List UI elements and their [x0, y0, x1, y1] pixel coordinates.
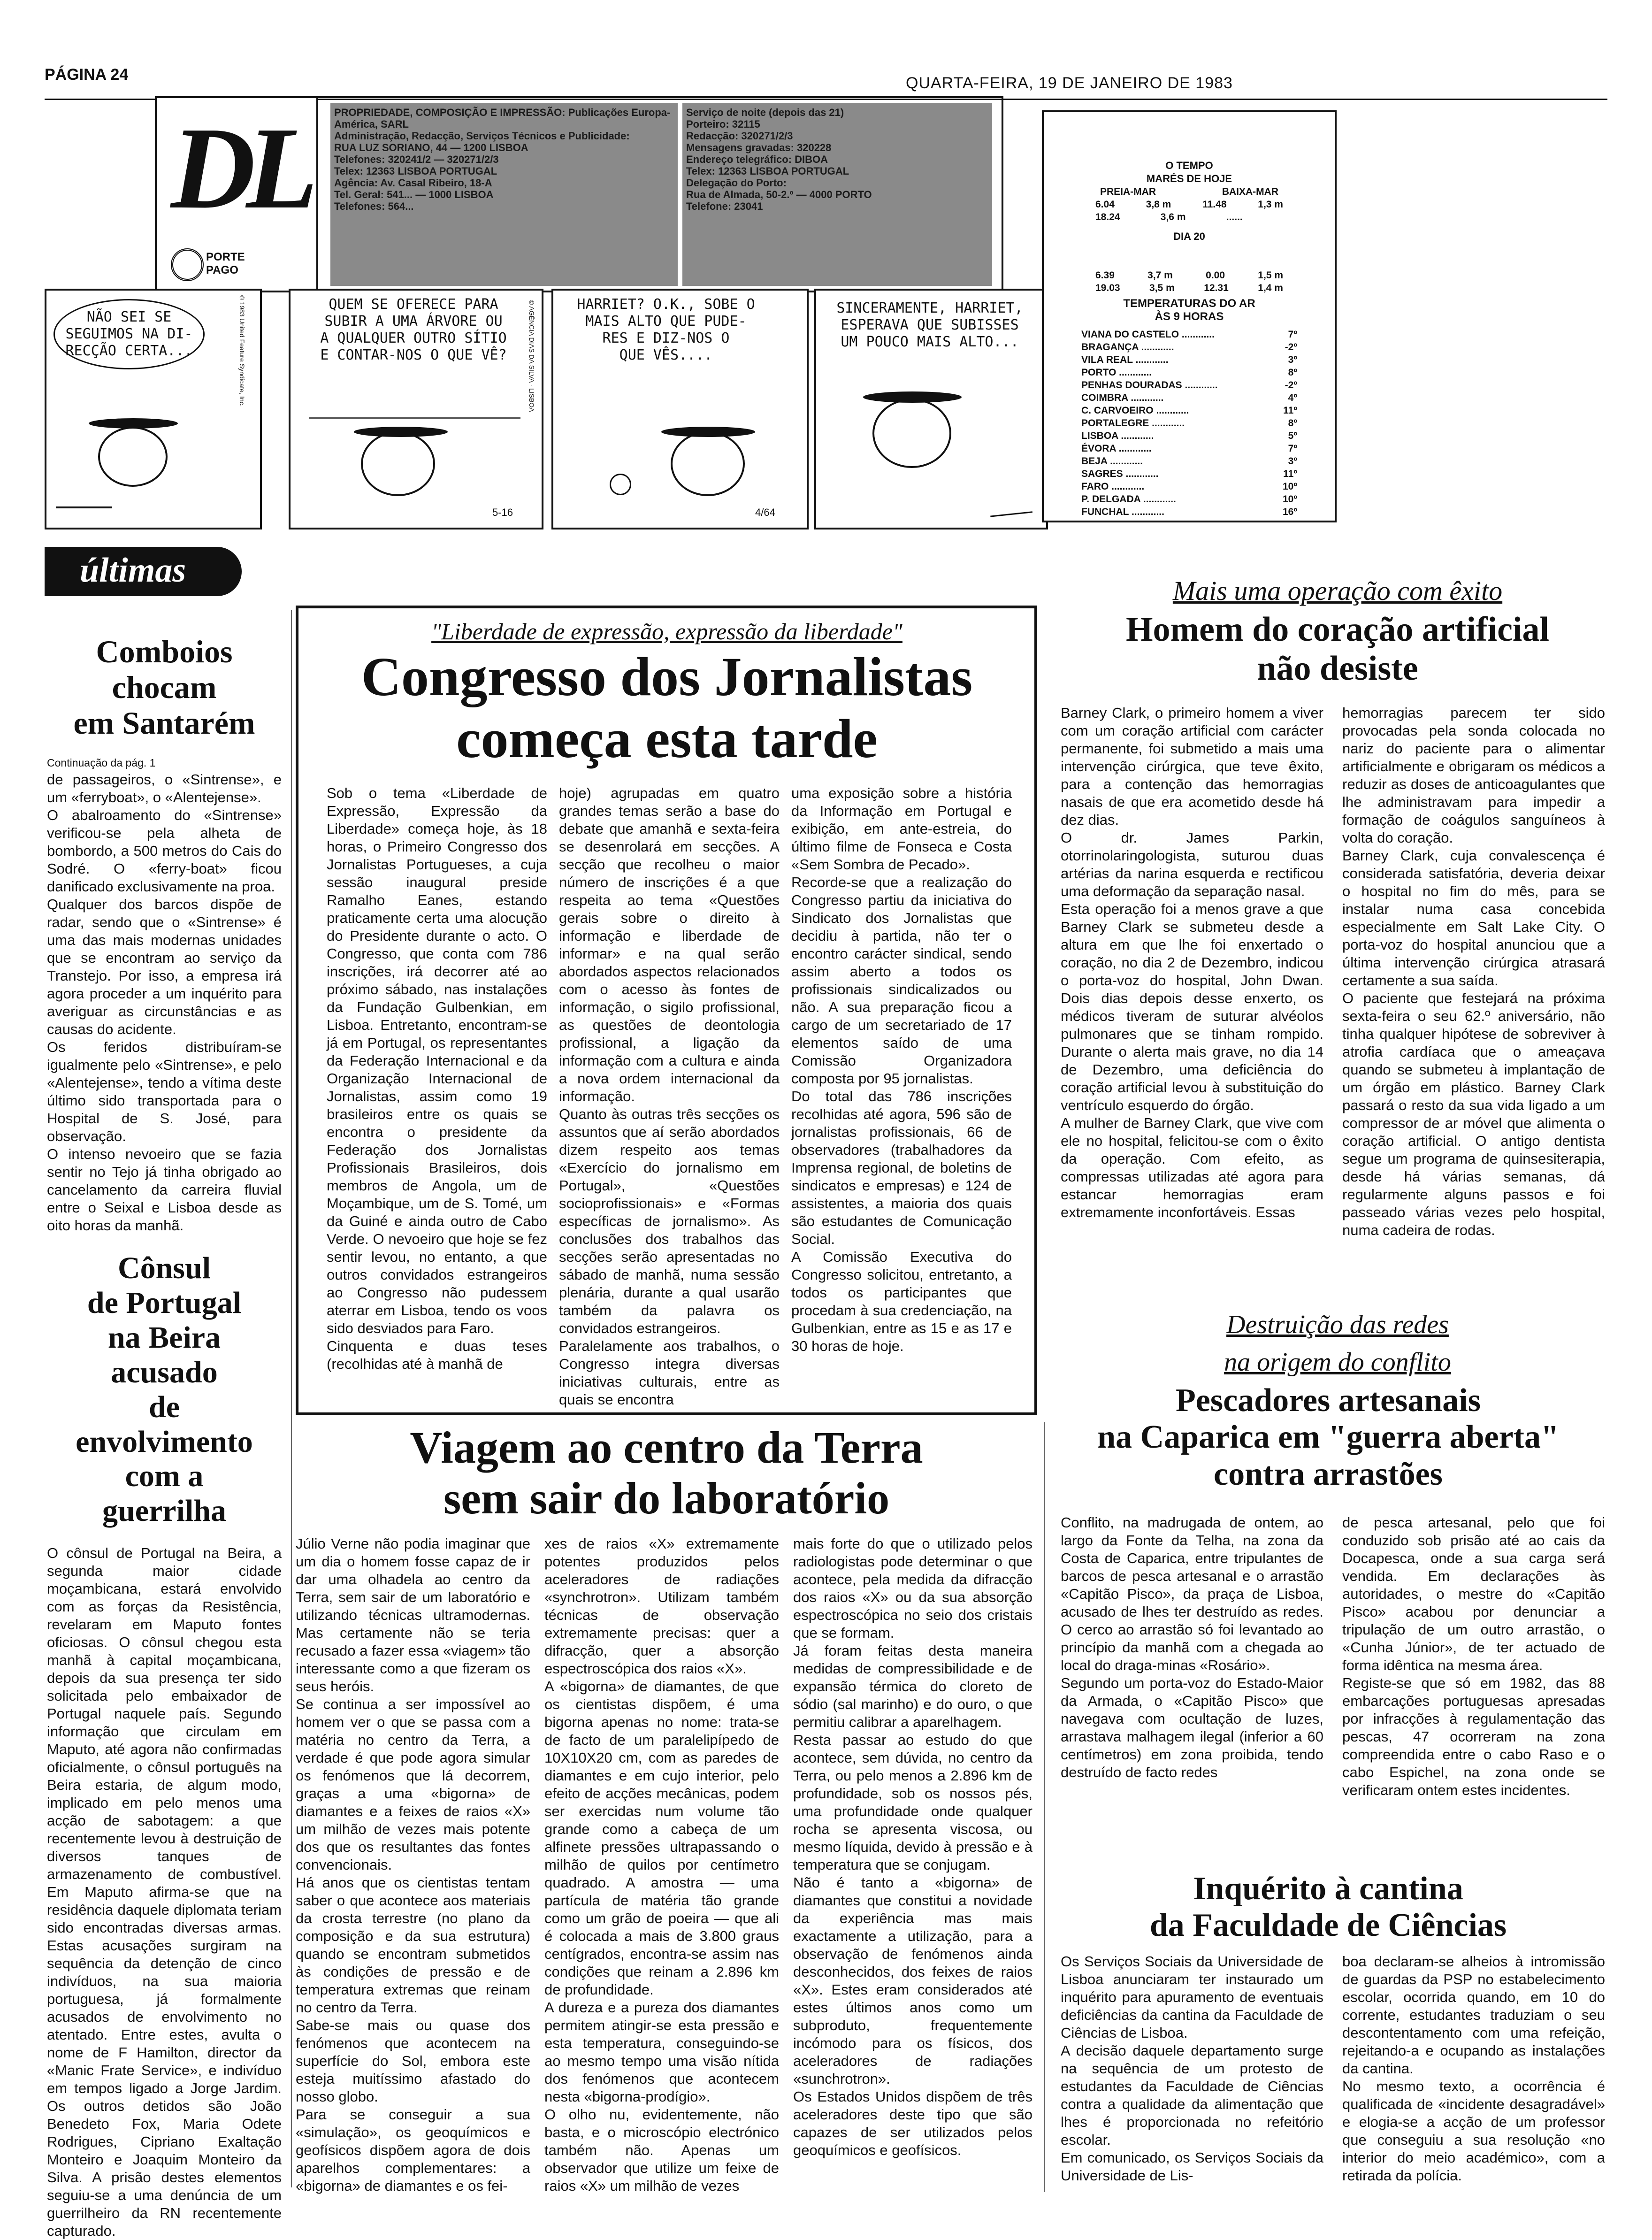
tide-value: 3,5 m	[1149, 283, 1175, 293]
viagem-col-1: Júlio Verne não podia imaginar que um dia o homem fosse capaz de ir dar uma olhadela ao centro da Terra, sem sair de um laboratório e utilizando técnicas ultramodernas. Mas certamente não se teria recusado a fazer essa «viagem» tão interessante como a que fizeram os seus heróis. Se continua a ser impossível ao homem ver o que se passa com a matéria no centro da Terra, a verdade é que pode agora simular os fenómenos que lá decorrem, graças a uma «bigorna» de diamantes e a feixes de raios «X» um milhão de vezes mais potente dos que os resultantes das fontes convencionais. Há anos que os cientistas tentam saber o que acontece aos materiais da crosta terrestre (no plano da composição e da sua estrutura) quando se encontram submetidos às condições de pressão e de temperatura extremas que reinam no centro da Terra. Sabe-se mais ou quase dos fenómenos que acontecem na superfície do Sol, embora este esteja muitíssimo afastado do nosso globo. Para se conseguir a sua «simulação», os geoquímicos e geofísicos dispõem agora de dois aparelhos complementares: a «bigorna» de diamantes e os fei-	[296, 1535, 530, 2194]
congresso-col-2: hoje) agrupadas em quatro grandes temas serão a base do debate que amanhã e sexta-feira se desenrolará em secções. A secção que recolheu o maior número de inscrições é a que respeita ao tema «Questões gerais sobre o direito à informação e liberdade de informar» e na qual serão abordados aspectos relacionados com o acesso às fontes de informação, o sigilo profissional, as questões de deontologia profissional, a ligação da informação com a cultura e ainda a nova ordem internacional da informação. Quanto às outras três secções os assuntos que aí serão abordados dizem respeito aos temas «Exercício do jornalismo em Portugal», «Questões socioprofissionais» e «Formas específicas de jornalismo». As conclusões dos trabalhos das secções serão apresentadas no sábado de manhã, numa sessão plenária, durante a qual usarão também da palavra os convidados estrangeiros. Paralelamente aos trabalhos, o Congresso integra diversas iniciativas culturais, entre as quais se encontra	[559, 785, 780, 1408]
viagem-col-2: xes de raios «X» extremamente potentes produzidos pelos aceleradores de radiações «synchrotron». Utilizam também técnicas de observação extremamente precisas: quer a difracção, quer a absorção espectroscópica dos raios «X». A «bigorna» de diamantes, de que os cientistas dispõem, é uma bigorna apenas no nome: trata-se de facto de um paralelipípedo de 10X10X20 cm, com as paredes de diamantes e em cujo interior, pelo efeito de acções mecânicas, podem ser exercidas num volume tão grande como a cabeça de um alfinete pressões ultrapassando o milhão de quilos por centímetro quadrado. A amostra — uma partícula de matéria tão grande como um grão de poeira — que ali é colocada a mais de 3.800 graus centígrados, encontra-se assim nas condições que reinam a 2.896 km de profundidade. A dureza e a pureza dos diamantes permitem atingir-se esta pressão e esta temperatura, conseguindo-se ao mesmo tempo uma visão nítida dos fenómenos que acontecem nesta «bigorna-prodígio». O olho nu, evidentemente, não basta, e o microscópio electrónico também não. Apenas um observador que utilize um feixe de raios «X» um milhão de vezes	[544, 1535, 779, 2194]
snoopy-icon	[671, 431, 745, 496]
tide-value: 3,6 m	[1160, 212, 1186, 222]
pescadores-kicker-2: na origem do conflito	[1224, 1348, 1451, 1377]
consul-body: O cônsul de Portugal na Beira, a segunda maior cidade moçambicana, estará envolvido com as forças da Resistência, revelaram em Maputo fontes oficiosas. O cônsul chegou esta manhã à capital moçambicana, depois da sua presença ter sido solicitada pelo embaixador de Portugal naquele país. Segundo informação que circulam em Maputo, até agora não confirmadas oficialmente, o cônsul português na Beira estaria, de algum modo, implicado em pelo menos uma acção de sabotagem: a que recentemente levou à destruição de diversos tanques de armazenamento de combustível. Em Maputo afirma-se que na residência daquele diplomata teriam sido encontradas diversas armas. Estas acusações surgiram na sequência da detenção de cinco indivíduos, na sua maioria portuguesa, já formalmente acusados de envolvimento no atentado. Entre estes, avulta o nome de F Hamilton, director da «Manic Frate Service», e indivíduo em tempos ligado a Jorge Jardim. Os outros detidos são João Benedeto Fox, Maria Odete Rodrigues, Cipriano Exaltação Monteiro e Joaquim Monteiro da Silva. A prisão destes elementos seguiu-se a uma denúncia de um guerrilheiro da RN recentemente capturado.	[47, 1545, 282, 2239]
tide-col-high: PREIA-MAR	[1100, 186, 1156, 197]
congresso-box	[296, 606, 1037, 1415]
temperature-row	[1081, 480, 1297, 493]
woodstock-icon	[610, 474, 631, 495]
temperature-value: -2º	[1285, 380, 1297, 391]
temperature-value: 8º	[1288, 418, 1297, 429]
comic-code: 5-16	[492, 506, 513, 518]
comic-code: 4/64	[755, 506, 775, 518]
tide-day-20: DIA 20	[1173, 230, 1205, 242]
coracao-kicker: Mais uma operação com êxito	[1172, 575, 1503, 606]
tide-value: 18.24	[1095, 212, 1120, 222]
temperature-city: C. CARVOEIRO ............	[1081, 405, 1189, 416]
comic-panel-2	[289, 289, 543, 529]
temperature-value: 3º	[1288, 354, 1297, 365]
comic-panel-2-speech: QUEM SE OFERECE PARA SUBIR A UMA ÁRVORE OU A QUALQUER OUTRO SÍTIO E CONTAR-NOS O QUE VÊ?	[320, 296, 507, 363]
grass-icon	[309, 389, 520, 419]
scout-hat-icon	[354, 427, 448, 437]
temperature-value: 4º	[1288, 392, 1297, 403]
viagem-col-3: mais forte do que o utilizado pelos radiologistas pode determinar o que acontece, pela medida da difracção dos raios «X» ou da sua absorção espectroscópica no seio dos cristais que se formam. Já foram feitas desta maneira medidas de compressibilidade e de expansão térmica do cloreto de sódio (sal marinho) e do ouro, o que permitiu calibrar a aparelhagem. Resta passar ao estudo do que acontece, sem dúvida, no centro da Terra, ou pelo menos a 2.896 km de profundidade, sob os nossos pés, uma profundidade onde qualquer rocha se apresenta viscosa, ou mesmo líquida, devido à pressão e à temperatura que se conjugam. Não é tanto a «bigorna» de diamantes que constitui a novidade da experiência mas mais exactamente a utilização, para a observação de fenómenos ainda desconhecidos, dos feixes de raios «X». Estes eram considerados até estes últimos anos como um subproduto, frequentemente incómodo para os físicos, dos aceleradores de radiações «sunchrotron». Os Estados Unidos dispõem de três aceleradores deste tipo que são capazes de ser utilizados pelos geoquímicos e geofísicos.	[793, 1535, 1032, 2158]
coracao-headline: Homem do coração artificial não desiste	[1125, 610, 1550, 688]
temperature-row	[1081, 379, 1297, 391]
weather-box	[1042, 110, 1337, 522]
scout-hat-icon	[661, 427, 755, 437]
tide-value: 6.39	[1095, 270, 1115, 281]
temperature-city: PORTALEGRE ............	[1081, 418, 1185, 429]
tide-value: 3,7 m	[1147, 270, 1173, 281]
comic-strip	[45, 289, 1044, 530]
tide-value: 6.04	[1095, 199, 1115, 210]
temperature-row	[1081, 430, 1297, 442]
section-label: últimas	[80, 551, 186, 590]
viagem-headline: Viagem ao centro da Terra sem sair do laboratório	[410, 1422, 923, 1523]
tide-value: 1,5 m	[1258, 270, 1283, 281]
temperature-city: PORTO ............	[1081, 367, 1152, 378]
temperature-value: 10º	[1282, 481, 1297, 492]
temperature-city: P. DELGADA ............	[1081, 494, 1176, 505]
temperature-value: 7º	[1288, 443, 1297, 454]
temperature-row	[1081, 506, 1297, 518]
cantina-headline: Inquérito à cantina da Faculdade de Ciências	[1149, 1871, 1507, 1944]
temperature-city: COIMBRA ............	[1081, 392, 1164, 403]
temperature-value: 3º	[1288, 456, 1297, 467]
temperature-row	[1081, 404, 1297, 417]
temps-list	[1063, 328, 1316, 518]
temperature-row	[1081, 353, 1297, 366]
tide-col-low: BAIXA-MAR	[1222, 186, 1278, 197]
tide-value: 12.31	[1204, 283, 1229, 293]
tide-value: 1,4 m	[1258, 283, 1283, 293]
temps-title: TEMPERATURAS DO AR ÀS 9 HORAS	[1123, 297, 1255, 323]
tide-value: ......	[1226, 212, 1243, 222]
pescadores-col-1: Conflito, na madrugada de ontem, ao largo da Fonte da Telha, na zona da Costa de Caparica, entre tripulantes de barcos de pesca artesanal e o arrastão «Capitão Pisco», da praça de Lisboa, acusado de lhes ter destruído as redes. O cerco ao arrastão só foi levantado ao princípio da manhã com a chegada ao local do draga-minas «Rosário». Segundo um porta-voz do Estado-Maior da Armada, o «Capitão Pisco» que navegava com ocultação de luzes, arrastava malhagem ilegal (inferior a 60 centímetros) em zona proibida, tendo destruído de facto redes	[1061, 1514, 1323, 1780]
temperature-row	[1081, 442, 1297, 455]
cantina-col-2: boa declaram-se alheios à intromissão de guardas da PSP no estabelecimento escolar, ocorrida quando, em 10 do corrente, estudantes traduziam o seu descontentamento com uma refeição, rejeitando-a e ocupando as instalações da cantina. No mesmo texto, a ocorrência é qualificada de «incidente desagradável» e elogia-se a acção de um professor que conseguiu a sua resolução «no interior do meio académico», com a retirada da polícia.	[1342, 1953, 1605, 2184]
seal-icon	[171, 248, 204, 281]
coracao-col-2: hemorragias parecem ter sido provocadas pela sonda colocada no nariz do paciente para o alimentar artificialmente e obrigaram os médicos a reduzir as doses de anticoagulantes que lhe administravam para impedir a formação de coágulos sanguíneos à volta do coração. Barney Clark, cuja convalescença é considerada satisfatória, deveria deixar o hospital no fim do mês, para se instalar numa casa concebida especialmente em Salt Lake City. O porta-voz do hospital anunciou que a última intervenção cirúrgica atrasará certamente a sua saída. O paciente que festejará na próxima sexta-feira o seu 62.º aniversário, não tinha qualquer hipótese de sobreviver à atrofia cardíaca que o ameaçava quando se submeteu à implantação de um órgão em plástico. Barney Clark passará o resto da sua vida ligado a um compressor de ar móvel que alimenta o coração artificial. O antigo dentista segue um programa de quinsesiterapia, desde há várias semanas, dá regularmente alguns passos e foi passeado várias vezes pelo hospital, numa cadeira de rodas.	[1342, 705, 1605, 1238]
comic-panel-3-speech: HARRIET? O.K., SOBE O MAIS ALTO QUE PUDE- RES E DIZ-NOS O QUE VÊS....	[577, 296, 755, 363]
continuation-note: Continuação da pág. 1	[47, 757, 156, 769]
congresso-col-3: uma exposição sobre a história da Informação em Portugal e exibição, em ante-estreia, do último filme de Fonseca e Costa «Sem Sombra de Pecado». Recorde-se que a realização do Congresso partiu da iniciativa do Sindicato dos Jornalistas que decidiu à partida, não ter o encontro carácter sindical, sendo assim aberto a todos os profissionais sindicalizados ou não. A sua preparação ficou a cargo de um secretariado de 17 elementos saído de uma Comissão Organizadora composta por 95 jornalistas. Do total das 786 inscrições recolhidas até agora, 596 são de jornalistas profissionais, 66 de observadores (trabalhadores da Imprensa regional, de boletins de sindicatos e empresas) e 124 de assistentes, a maioria dos quais são estudantes de Comunicação Social. A Comissão Executiva do Congresso solicitou, entretanto, a todos os participantes que procedam à sua credenciação, na Gulbenkian, entre as 15 e as 17 e 30 horas de hoje.	[791, 785, 1012, 1354]
pescadores-headline: Pescadores artesanais na Caparica em "guerra aberta" contra arrastões	[1097, 1382, 1559, 1492]
temperature-city: VIANA DO CASTELO ............	[1081, 329, 1215, 340]
cantina-col-1: Os Serviços Sociais da Universidade de Lisboa anunciaram ter instaurado um inquérito para apuramento de eventuais deficiências da cantina da Faculdade de Ciências de Lisboa. A decisão daquele departamento surge na sequência de um protesto de estudantes da Faculdade de Ciências contra a qualidade da alimentação que lhes é proporcionada no refeitório escolar. Em comunicado, os Serviços Sociais da Universidade de Lis-	[1061, 1953, 1323, 2184]
weather-title: O TEMPO	[1165, 160, 1213, 171]
temperature-value: 10º	[1282, 494, 1297, 505]
temperature-row	[1081, 417, 1297, 430]
temperature-city: SAGRES ............	[1081, 468, 1159, 479]
temperature-value: 16º	[1282, 506, 1297, 517]
masthead	[155, 96, 1003, 292]
comic-panel-4	[814, 289, 1048, 529]
section-banner	[45, 547, 242, 596]
issue-date: QUARTA-FEIRA, 19 DE JANEIRO DE 1983	[906, 74, 1233, 92]
temperature-city: ÉVORA ............	[1081, 443, 1152, 454]
dl-logo: DL	[171, 103, 309, 233]
temperature-row	[1081, 455, 1297, 468]
congresso-col-1: Sob o tema «Liberdade de Expressão, Expressão da Liberdade» começa hoje, às 18 horas, o Primeiro Congresso dos Jornalistas Portugueses, a cuja sessão inaugural preside Ramalho Eanes, estando praticamente certa uma alocução do Presidente durante o acto. O Congresso, que conta com 786 inscrições, irá decorrer até ao próximo sábado, nas instalações da Fundação Gulbenkian, em Lisboa. Entretanto, encontram-se já em Portugal, os representantes da Federação Internacional e da Organização Internacional de Jornalistas, assim como 19 brasileiros entre os quais se encontra o presidente da Federação dos Jornalistas Profissionais Brasileiros, dois membros de Angola, um de Moçambique, um de S. Tomé, um da Guiné e ainda outro de Cabo Verde. O nevoeiro que hoje se fez sentir levou, no entanto, a que outros convidados estrangeiros ao Congresso não pudessem aterrar em Lisboa, tendo os voos sido desviados para Faro. Cinquenta e duas teses (recolhidas até à manhã de	[327, 785, 547, 1372]
pescadores-col-2: de pesca artesanal, pelo que foi conduzido sob prisão até ao cais da Docapesca, onde a sua carga será vendida. Em declarações às autoridades, o mestre do «Capitão Pisco» acabou por denunciar a tripulação de um outro arrastão, o «Cunha Júnior», de ter actuado de forma idêntica na mesma área. Registe-se que só em 1982, das 88 embarcações portuguesas apresadas por infracções à regulamentação das pescas, 47 ocorreram na zona compreendida entre o cabo Raso e o cabo Espichel, na zona onde se verificaram ontem estes incidentes.	[1342, 1514, 1605, 1798]
signature-icon	[989, 502, 1032, 517]
column-divider	[291, 610, 292, 2187]
temperature-value: 5º	[1288, 430, 1297, 441]
coracao-col-1: Barney Clark, o primeiro homem a viver com um coração artificial com carácter permanente, foi submetido a mais uma intervenção cirúrgica, que teve êxito, para a contenção das hemorragias nasais de que era acometido desde há dez dias. O dr. James Parkin, otorrinolaringologista, suturou duas artérias da narina esquerda e rectificou uma deformação da separação nasal. Esta operação foi a menos grave a que Barney Clark se submeteu desde a altura em que lhe foi enxertado o coração, no dia 2 de Dezembro, indicou o porta-voz do hospital, John Dwan. Dois dias depois desse enxerto, os médicos tiveram de suturar alvéolos pulmonares que se tinham rompido. Durante o alerta mais grave, no dia 14 de Dezembro, uma deficiência do coração artificial levou à substituição do ventrículo esquerdo do órgão. A mulher de Barney Clark, que vive com ele no hospital, felicitou-se com o êxito da operação. Com efeito, as compressas utilizadas até agora para estancar hemorragias eram extremamente inconfortáveis. Essas	[1061, 705, 1323, 1220]
temperature-city: PENHAS DOURADAS ............	[1081, 380, 1218, 391]
pescadores-kicker-1: Destruição das redes	[1226, 1310, 1449, 1339]
comic-panel-3	[551, 289, 809, 529]
snoopy-icon	[872, 399, 951, 468]
temperature-row	[1081, 341, 1297, 353]
consul-headline: Cônsul de Portugal na Beira acusado de envolvimento com a guerrilha	[76, 1251, 253, 1528]
temperature-row	[1081, 391, 1297, 404]
temperature-row	[1081, 328, 1297, 341]
temperature-city: BEJA ............	[1081, 456, 1143, 467]
scout-hat-icon	[863, 391, 962, 403]
temperature-value: 11º	[1283, 405, 1297, 416]
page-number: PÁGINA 24	[45, 66, 129, 84]
temperature-row	[1081, 493, 1297, 506]
porte-pago-seal: PORTE PAGO	[206, 251, 245, 276]
temperature-city: VILA REAL ............	[1081, 354, 1169, 365]
scout-hat-icon	[89, 418, 178, 429]
dl-logo-box	[157, 98, 318, 291]
comboios-headline: Comboios chocam em Santarém	[73, 634, 255, 741]
temperature-row	[1081, 366, 1297, 379]
congresso-kicker: "Liberdade de expressão, expressão da liberdade"	[431, 618, 902, 644]
weather-subtitle: MARÉS DE HOJE	[1146, 173, 1232, 184]
temperature-city: FUNCHAL ............	[1081, 506, 1164, 517]
temperature-city: FARO ............	[1081, 481, 1145, 492]
temperature-city: BRAGANÇA ............	[1081, 342, 1174, 353]
comic-panel-4-speech: SINCERAMENTE, HARRIET, ESPERAVA QUE SUBISSES UM POUCO MAIS ALTO...	[836, 300, 1023, 350]
comic-panel-1-speech: NÃO SEI SE SEGUIMOS NA DI- RECÇÃO CERTA...	[54, 299, 205, 369]
congresso-headline: Congresso dos Jornalistas começa esta tarde	[361, 646, 973, 770]
comic-panel-1	[45, 289, 262, 529]
temperature-value: 8º	[1288, 367, 1297, 378]
temperature-value: 7º	[1288, 329, 1297, 340]
tide-value: 0.00	[1206, 270, 1225, 281]
woodstock-troop-icon	[56, 469, 112, 508]
column-divider	[1044, 1422, 1045, 2192]
temperature-row	[1081, 468, 1297, 480]
snoopy-icon	[361, 431, 435, 496]
temperature-city: LISBOA ............	[1081, 430, 1154, 441]
temperature-value: 11º	[1283, 468, 1297, 479]
tide-value: 3,8 m	[1146, 199, 1171, 210]
tide-value: 11.48	[1202, 199, 1227, 210]
masthead-info-right: Serviço de noite (depois das 21) Porteiro: 32115 Redacção: 320271/2/3 Mensagens gravadas: 320228 Endereço telegráfico: DIBOA Telex: 12363 LISBOA PORTUGAL Delegação do Porto: Rua de Almada, 50-2.º — 4000 PORTO Telefone: 23041	[682, 103, 992, 286]
agency-note: © AGÊNCIA DIAS DA SILVA · LISBOA	[528, 300, 535, 412]
tide-value: 1,3 m	[1258, 199, 1283, 210]
comboios-body: de passageiros, o «Sintrense», e um «ferryboat», o «Alentejense». O abalroamento do «Sintrense» verificou-se pela alheta de bombordo, a 500 metros do Cais do Sodré. O «ferry-boat» ficou danificado exclusivamente na proa. Qualquer dos barcos dispõe de radar, sendo que o «Sintrense» é uma das mais modernas unidades que se encontram ao serviço da Transtejo. Por isso, a empresa irá agora proceder a um inquérito para averiguar as circunstâncias e as causas do acidente. Os feridos distribuíram-se igualmente pelo «Sintrense», e pelo «Alentejense», tendo a vítima deste último sido transportada para o Hospital de S. José, para observação. O intenso nevoeiro que se fazia sentir no Tejo já tinha obrigado ao cancelamento da carreira fluvial entre o Seixal e Lisboa desde as oito horas da manhã.	[47, 771, 282, 1234]
tide-value: 19.03	[1095, 283, 1120, 293]
copyright-note: © 1983 United Feature Syndicate, Inc.	[238, 295, 246, 407]
masthead-info-left: PROPRIEDADE, COMPOSIÇÃO E IMPRESSÃO: Publicações Europa-América, SARL Administração, Redacção, Serviços Técnicos e Publicidade: RUA LUZ SORIANO, 44 — 1200 LISBOA Telefones: 320241/2 — 320271/2/3 Telex: 12363 LISBOA PORTUGAL Agência: Av. Casal Ribeiro, 18-A Tel. Geral: 541... — 1000 LISBOA Telefones: 564...	[330, 103, 678, 286]
temperature-value: -2º	[1285, 342, 1297, 353]
